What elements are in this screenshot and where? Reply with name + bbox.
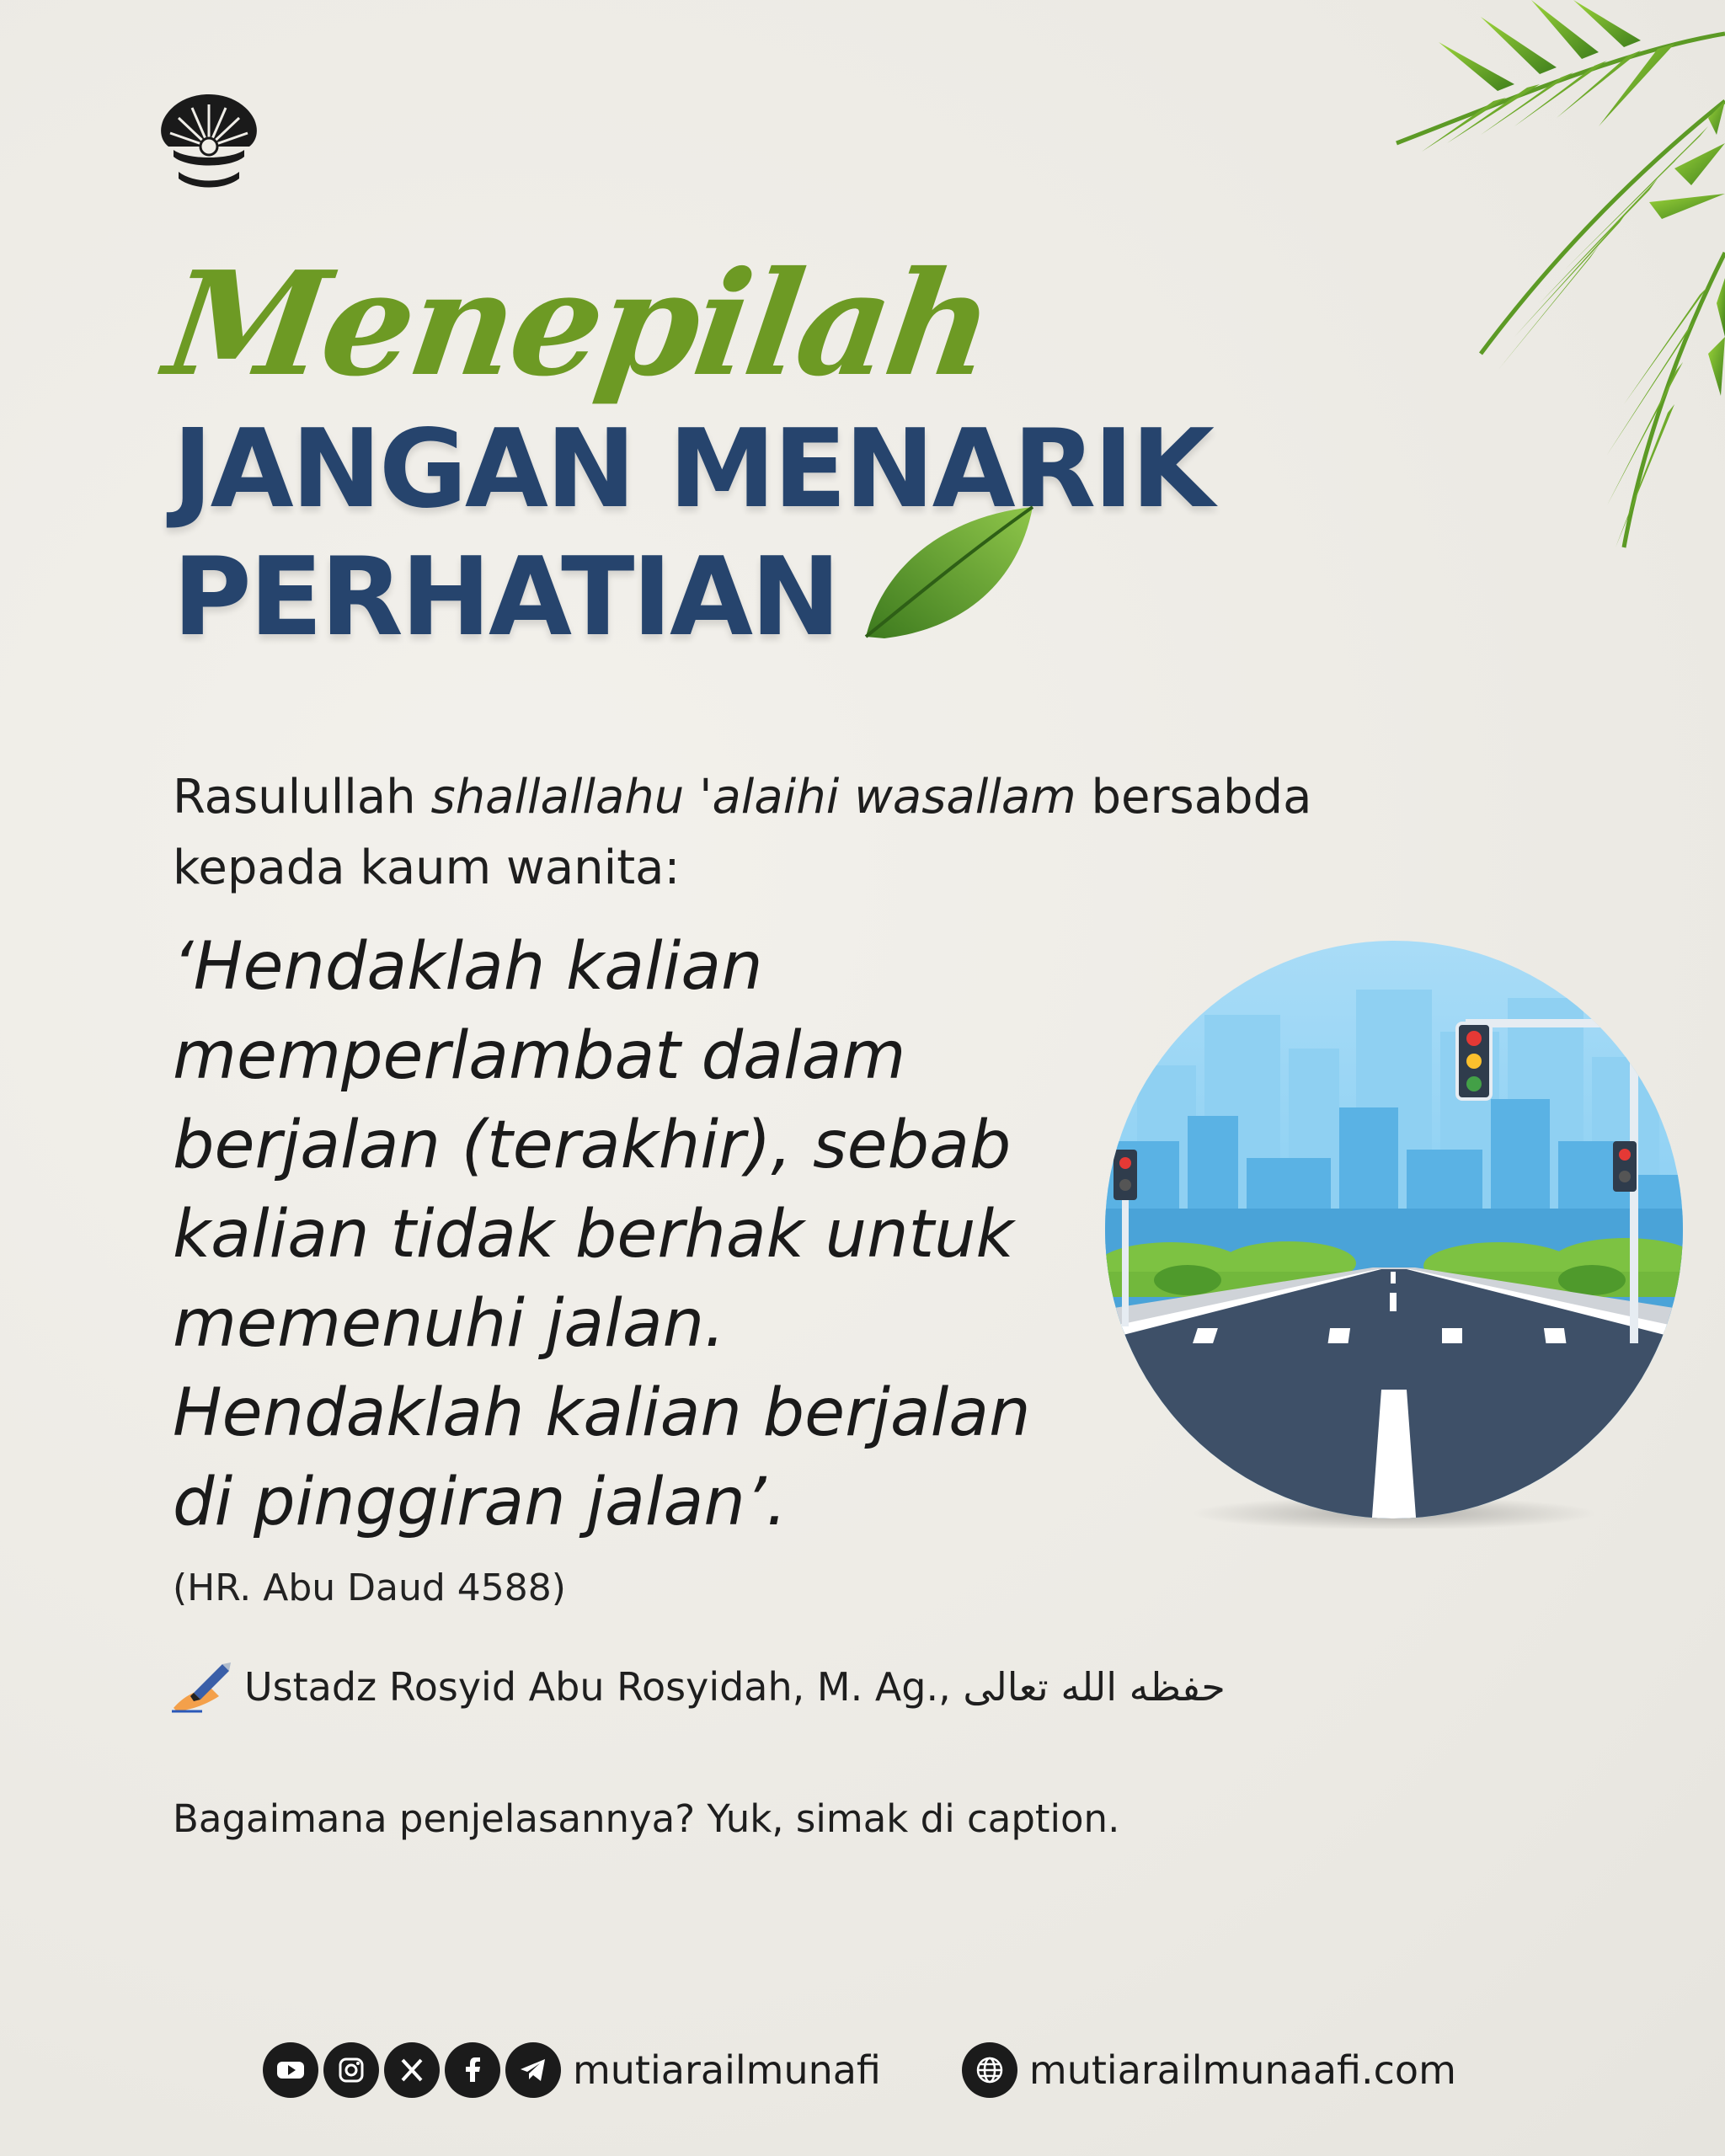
hadith-source: (HR. Abu Daud 4588): [173, 1566, 566, 1609]
globe-icon: [962, 2042, 1017, 2098]
x-icon[interactable]: [384, 2042, 440, 2098]
youtube-icon[interactable]: [263, 2042, 318, 2098]
quote-line: di pinggiran jalan’.: [173, 1465, 788, 1540]
facebook-icon[interactable]: [445, 2042, 500, 2098]
title-line-1: JANGAN MENARIK: [173, 407, 1212, 532]
quote-line: kalian tidak berhak untuk: [173, 1197, 1014, 1273]
author-name: Ustadz Rosyid Abu Rosyidah, M. Ag., حفظه الله تعالى: [244, 1664, 1226, 1710]
leaf-icon: [859, 502, 1038, 645]
quote-line: ‘Hendaklah kalian: [173, 929, 763, 1005]
website-group: [962, 2042, 1456, 2098]
script-title: Menepilah: [156, 240, 1001, 408]
quote-line: memenuhi jalan.: [173, 1286, 725, 1362]
road-illustration: [1103, 939, 1685, 1529]
quote-line: Hendaklah kalian berjalan: [173, 1375, 1031, 1451]
quote-line: memperlambat dalam: [173, 1018, 906, 1094]
telegram-icon[interactable]: [505, 2042, 561, 2098]
title-line-2: PERHATIAN: [173, 535, 839, 660]
writing-hand-icon: [168, 1659, 232, 1715]
hadith-quote: [173, 922, 1124, 1547]
quote-line: berjalan (terakhir), sebab: [173, 1107, 1012, 1183]
author-row: [168, 1657, 1226, 1716]
shell-logo-icon: [157, 91, 261, 190]
instagram-icon[interactable]: [323, 2042, 379, 2098]
social-handle[interactable]: mutiarailmunafi: [573, 2047, 881, 2093]
call-to-action: Bagaimana penjelasannya? Yuk, simak di caption.: [173, 1796, 1120, 1841]
intro-italic: shallallahu 'alaihi wasallam: [430, 770, 1076, 825]
website-url[interactable]: mutiarailmunaafi.com: [1028, 2047, 1456, 2093]
footer: [263, 2038, 1456, 2102]
social-icons: [263, 2042, 561, 2098]
intro-paragraph: Rasulullah shallallahu 'alaihi wasallam bersabda kepada kaum wanita:: [173, 770, 1312, 895]
palm-leaves-decoration: [1203, 0, 1725, 573]
